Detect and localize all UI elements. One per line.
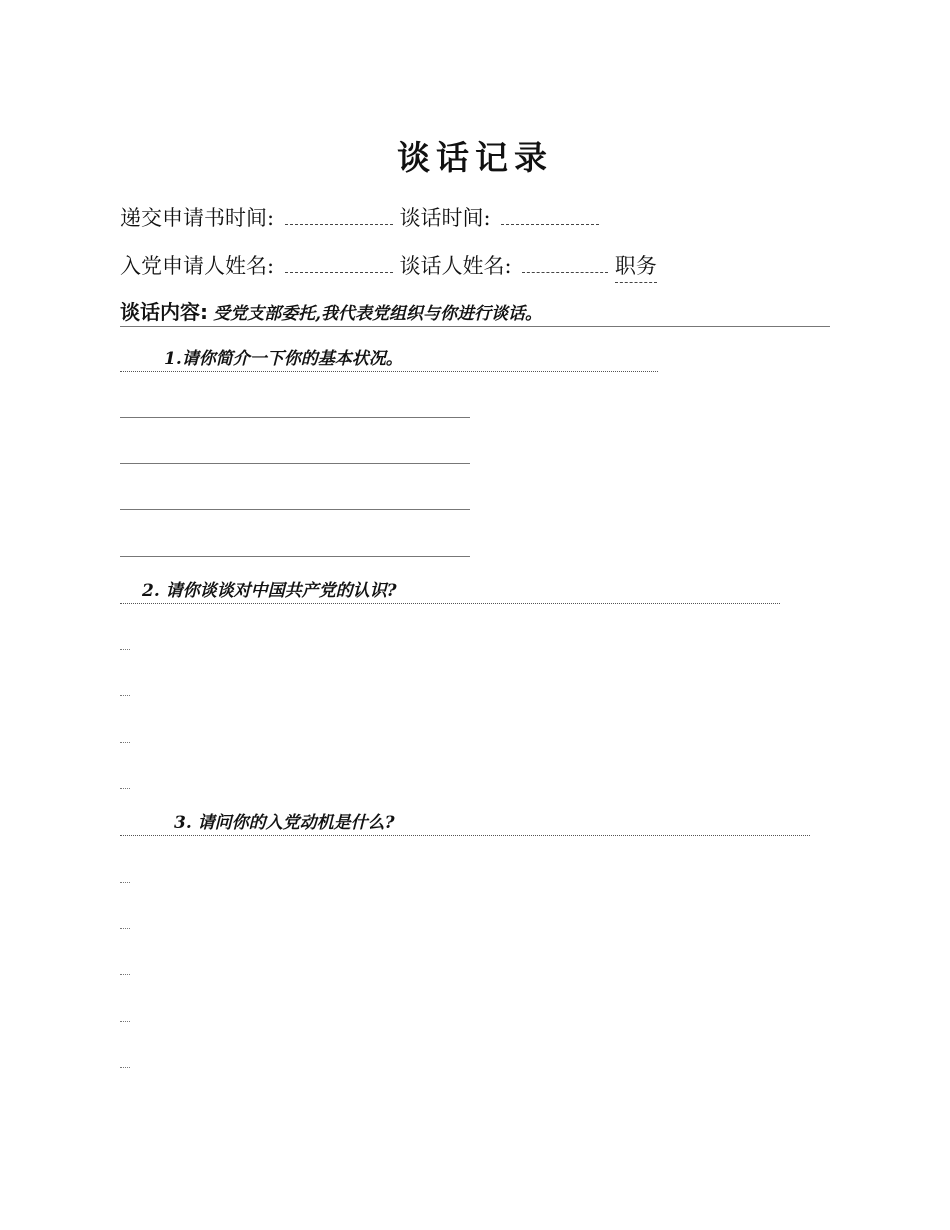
- question-1: 1.请你简介一下你的基本状况。: [120, 346, 658, 372]
- talk-content-row: [120, 298, 830, 327]
- answer-line[interactable]: [120, 974, 130, 975]
- name-row: [120, 250, 657, 282]
- answer-line[interactable]: [120, 882, 130, 883]
- answer-line[interactable]: [120, 649, 130, 650]
- applicant-name-label: 入党申请人姓名:: [120, 254, 275, 278]
- answer-line[interactable]: [120, 928, 130, 929]
- position-label: 职务: [615, 250, 657, 283]
- date-row: [120, 202, 599, 234]
- submit-date-field[interactable]: [285, 202, 393, 225]
- talk-date-field[interactable]: [501, 202, 599, 225]
- answer-line[interactable]: [120, 556, 470, 557]
- answer-line[interactable]: [120, 1067, 130, 1068]
- question-2: 2. 请你谈谈对中国共产党的认识?: [120, 578, 780, 604]
- document-title: 谈话记录: [397, 138, 553, 177]
- answer-line[interactable]: [120, 463, 470, 464]
- applicant-name-field[interactable]: [285, 250, 393, 273]
- talk-content-text: 受党支部委托,我代表党组织与你进行谈话。: [213, 304, 543, 324]
- talker-name-label: 谈话人姓名:: [399, 254, 512, 278]
- answer-line[interactable]: [120, 509, 470, 510]
- answer-line[interactable]: [120, 695, 130, 696]
- answer-line[interactable]: [120, 788, 130, 789]
- answer-line[interactable]: [120, 742, 130, 743]
- talk-date-label: 谈话时间:: [399, 206, 491, 230]
- answer-line[interactable]: [120, 417, 470, 418]
- talker-name-field[interactable]: [522, 250, 608, 273]
- answer-line[interactable]: [120, 1021, 130, 1022]
- question-3: 3. 请问你的入党动机是什么?: [120, 810, 810, 836]
- talk-content-label: 谈话内容:: [120, 300, 208, 324]
- submit-date-label: 递交申请书时间:: [120, 206, 275, 230]
